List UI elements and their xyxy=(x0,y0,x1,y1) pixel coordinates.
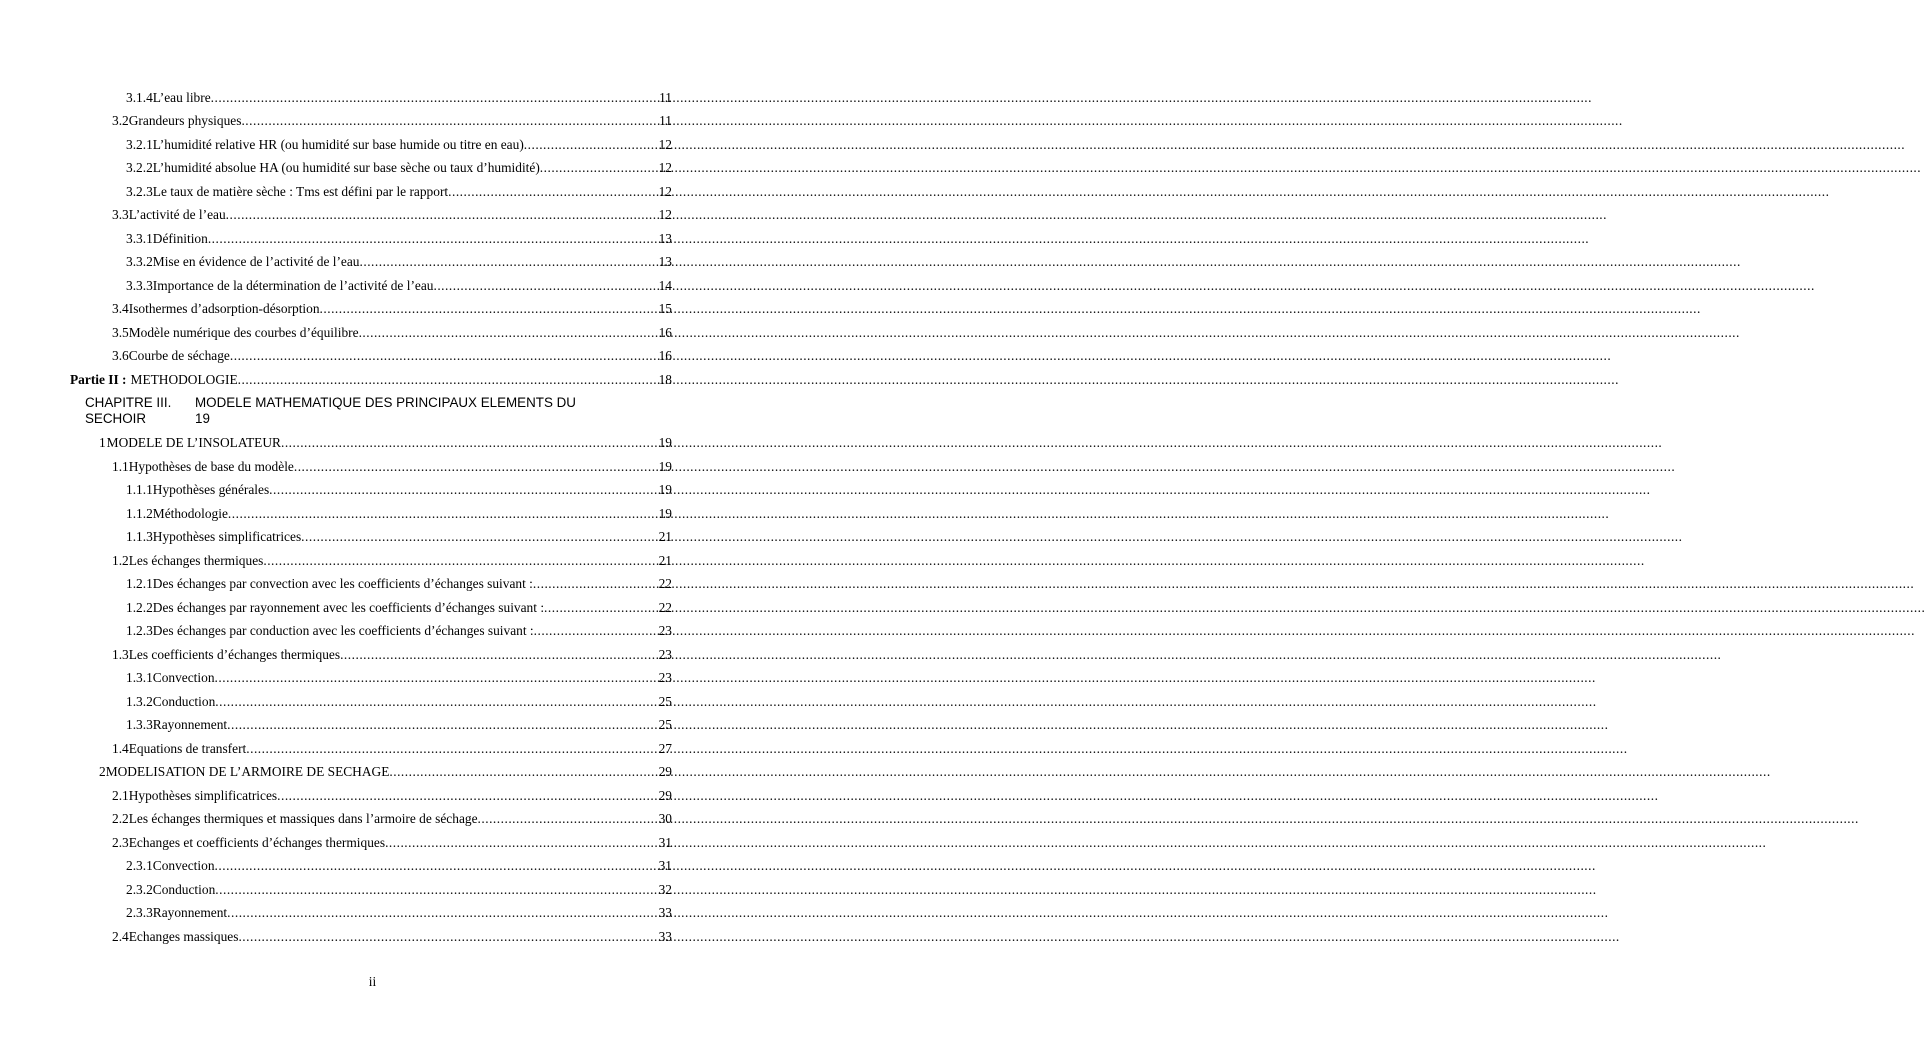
toc-dot-leader xyxy=(211,89,659,107)
toc-entry[interactable] xyxy=(0,183,672,201)
toc-entry-number: 1.1 xyxy=(112,459,129,474)
toc-dot-leader xyxy=(281,434,659,452)
toc-entry[interactable] xyxy=(0,434,672,452)
toc-entry-title: Grandeurs physiques xyxy=(128,113,242,128)
page-number: ii xyxy=(368,974,377,989)
toc-entry-page: 22 xyxy=(658,576,672,591)
toc-entry-number: 2.4 xyxy=(112,929,129,944)
toc-entry-page: 27 xyxy=(658,741,672,756)
toc-dot-leader xyxy=(227,904,658,922)
toc-dot-leader xyxy=(433,277,658,295)
toc-entry[interactable] xyxy=(0,787,672,805)
toc-entry-number: 1.4 xyxy=(112,741,129,756)
toc-chapter-entry[interactable] xyxy=(85,395,660,427)
toc-entry-title: Equations de transfert xyxy=(128,741,247,756)
toc-entry-page: 12 xyxy=(658,160,672,175)
toc-entry-title: Des échanges par convection avec les coefficients d’échanges suivant : xyxy=(152,576,533,591)
toc-entry-page: 33 xyxy=(658,929,672,944)
toc-dot-leader xyxy=(389,763,658,781)
toc-entry-page: 12 xyxy=(658,184,672,199)
toc-dot-leader xyxy=(544,599,659,617)
toc-entry[interactable] xyxy=(0,904,672,922)
toc-entry-title: Hypothèses simplificatrices xyxy=(152,529,302,544)
toc-dot-leader xyxy=(246,740,658,758)
toc-entry[interactable] xyxy=(0,136,672,154)
chapter-label: CHAPITRE III. xyxy=(85,395,172,410)
toc-entry-title: Des échanges par conduction avec les coefficients d’échanges suivant : xyxy=(152,623,534,638)
toc-entry-page: 16 xyxy=(658,325,672,340)
toc-entry-page: 11 xyxy=(659,90,672,105)
toc-entry-number: 3.3 xyxy=(112,207,129,222)
toc-entry-title: MODELE DE L’INSOLATEUR xyxy=(106,435,281,450)
toc-entry[interactable] xyxy=(0,324,672,342)
toc-entry-title: L’eau libre xyxy=(152,90,211,105)
toc-entry-page: 19 xyxy=(658,506,672,521)
toc-entry-number: 1.2.3 xyxy=(126,623,153,638)
toc-dot-leader xyxy=(524,136,659,154)
toc-entry-number: 2.3.3 xyxy=(126,905,153,920)
toc-entry-number: 1.3.1 xyxy=(126,670,153,685)
toc-dot-leader xyxy=(294,458,659,476)
toc-entry[interactable] xyxy=(0,230,672,248)
toc-entry[interactable] xyxy=(0,881,672,899)
toc-dot-leader xyxy=(263,552,658,570)
toc-entry[interactable] xyxy=(0,552,672,570)
toc-part-entry[interactable] xyxy=(70,371,672,389)
toc-dot-leader xyxy=(241,112,659,130)
toc-dot-leader xyxy=(269,481,658,499)
toc-entry-page: 21 xyxy=(658,529,672,544)
toc-entry-number: 1.2.1 xyxy=(126,576,153,591)
chapter-title-continued: SECHOIR xyxy=(85,411,147,426)
toc-dot-leader xyxy=(215,857,659,875)
chapter-page: 19 xyxy=(195,411,210,426)
toc-entry-page: 13 xyxy=(658,254,672,269)
toc-dot-leader xyxy=(359,324,659,342)
toc-dot-leader xyxy=(360,253,659,271)
toc-entry-page: 18 xyxy=(658,372,672,387)
toc-entry-title: Conduction xyxy=(152,882,216,897)
toc-entry-page: 13 xyxy=(658,231,672,246)
toc-entry-number: 2.3.1 xyxy=(126,858,153,873)
toc-entry-title: Isothermes d’adsorption-désorption xyxy=(128,301,320,316)
toc-dot-leader xyxy=(228,505,659,523)
toc-entry-page: 29 xyxy=(658,788,672,803)
toc-entry-page: 19 xyxy=(658,459,672,474)
toc-entry-number: 1.2.2 xyxy=(126,600,153,615)
toc-dot-leader xyxy=(215,881,658,899)
toc-entry-number: 3.3.2 xyxy=(126,254,153,269)
toc-entry-page: 15 xyxy=(658,301,672,316)
toc-entry-page: 25 xyxy=(658,694,672,709)
toc-dot-leader xyxy=(238,371,659,389)
toc-dot-leader xyxy=(230,347,659,365)
toc-entry-number: 3.2 xyxy=(112,113,129,128)
toc-entry[interactable] xyxy=(0,206,672,224)
toc-entry-page: 11 xyxy=(659,113,672,128)
toc-dot-leader xyxy=(215,693,658,711)
toc-entry-title: Hypothèses simplificatrices xyxy=(128,788,278,803)
toc-entry[interactable] xyxy=(0,669,672,687)
toc-dot-leader xyxy=(540,159,659,177)
toc-entry[interactable] xyxy=(0,277,672,295)
chapter-title: MODELE MATHEMATIQUE DES PRINCIPAUX ELEMENTS DU xyxy=(195,395,576,410)
toc-dot-leader xyxy=(533,575,659,593)
toc-entry-page: 14 xyxy=(658,278,672,293)
toc-entry-title: Rayonnement xyxy=(152,905,228,920)
toc-entry-number: 3.2.2 xyxy=(126,160,153,175)
toc-dot-leader xyxy=(277,787,658,805)
toc-entry-title: MODELISATION DE L’ARMOIRE DE SECHAGE xyxy=(105,764,390,779)
toc-entry-title: Les échanges thermiques xyxy=(128,553,264,568)
toc-entry[interactable] xyxy=(0,89,672,107)
toc-dot-leader xyxy=(227,716,658,734)
toc-entry-number: 1.3 xyxy=(112,647,129,662)
toc-dot-leader xyxy=(534,622,659,640)
toc-part-label: Partie II : xyxy=(70,372,127,387)
toc-entry-number: 3.1.4 xyxy=(126,90,153,105)
toc-dot-leader xyxy=(340,646,659,664)
toc-entry[interactable] xyxy=(0,575,672,593)
toc-entry-number: 1.1.3 xyxy=(126,529,153,544)
toc-entry[interactable] xyxy=(0,253,672,271)
toc-entry-page: 31 xyxy=(658,835,672,850)
toc-entry-number: 3.3.1 xyxy=(126,231,153,246)
toc-entry-title: Convection xyxy=(152,858,215,873)
toc-entry-number: 2.2 xyxy=(112,811,129,826)
toc-entry-number: 3.3.3 xyxy=(126,278,153,293)
toc-entry[interactable] xyxy=(0,112,672,130)
toc-entry-page: 33 xyxy=(658,905,672,920)
toc-entry[interactable] xyxy=(0,740,672,758)
toc-entry-number: 2.3 xyxy=(112,835,129,850)
toc-dot-leader xyxy=(215,669,659,687)
toc-entry-title: Les échanges thermiques et massiques dans l’armoire de séchage xyxy=(128,811,478,826)
toc-entry-number: 3.5 xyxy=(112,325,129,340)
toc-entry-page: 31 xyxy=(658,858,672,873)
toc-entry-title: L’humidité absolue HA (ou humidité sur base sèche ou taux d’humidité) xyxy=(152,160,540,175)
toc-dot-leader xyxy=(448,183,658,201)
toc-entry-page: 16 xyxy=(658,348,672,363)
toc-entry-number: 1.3.3 xyxy=(126,717,153,732)
toc-entry-title: Hypothèses générales xyxy=(152,482,270,497)
toc-entry-number: 3.4 xyxy=(112,301,129,316)
toc-entry-title: Echanges et coefficients d’échanges thermiques xyxy=(128,835,386,850)
toc-entry-page: 12 xyxy=(658,137,672,152)
toc-entry[interactable] xyxy=(0,458,672,476)
toc-entry[interactable] xyxy=(0,928,672,946)
toc-entry-number: 3.6 xyxy=(112,348,129,363)
toc-entry-number: 1.1.1 xyxy=(126,482,153,497)
toc-entry-page: 23 xyxy=(658,623,672,638)
toc-entry[interactable] xyxy=(0,716,672,734)
toc-entry-page: 22 xyxy=(658,600,672,615)
toc-entry[interactable] xyxy=(0,300,672,318)
toc-entry-title: Les coefficients d’échanges thermiques xyxy=(128,647,341,662)
toc-entry-title: Convection xyxy=(152,670,215,685)
toc-entry-number: 2.3.2 xyxy=(126,882,153,897)
toc-entry-number: 3.2.3 xyxy=(126,184,153,199)
toc-entry-title: Des échanges par rayonnement avec les coefficients d’échanges suivant : xyxy=(152,600,545,615)
toc-entry-page: 23 xyxy=(658,670,672,685)
toc-entry-title: Echanges massiques xyxy=(128,929,239,944)
toc-entry-number: 1 xyxy=(99,435,106,450)
toc-entry-title: L’activité de l’eau xyxy=(128,207,226,222)
toc-entry-page: 21 xyxy=(658,553,672,568)
toc-entry[interactable] xyxy=(0,505,672,523)
toc-entry-page: 29 xyxy=(658,764,672,779)
toc-entry[interactable] xyxy=(0,693,672,711)
toc-entry[interactable] xyxy=(0,481,672,499)
toc-entry-title: Le taux de matière sèche : Tms est défini par le rapport xyxy=(152,184,449,199)
toc-entry-page: 19 xyxy=(658,435,672,450)
toc-entry-number: 1.2 xyxy=(112,553,129,568)
toc-entry-title: Conduction xyxy=(152,694,216,709)
toc-entry-page: 19 xyxy=(658,482,672,497)
toc-entry-page: 23 xyxy=(658,647,672,662)
toc-dot-leader xyxy=(238,928,658,946)
toc-entry[interactable] xyxy=(0,834,672,852)
toc-entry[interactable] xyxy=(0,857,672,875)
toc-entry-page: 12 xyxy=(658,207,672,222)
toc-entry[interactable] xyxy=(0,528,672,546)
toc-entry[interactable] xyxy=(0,810,672,828)
toc-dot-leader xyxy=(478,810,659,828)
toc-dot-leader xyxy=(301,528,658,546)
toc-entry-title: Rayonnement xyxy=(152,717,228,732)
toc-entry[interactable] xyxy=(0,347,672,365)
toc-dot-leader xyxy=(226,206,659,224)
toc-entry-number: 1.1.2 xyxy=(126,506,153,521)
toc-entry-page: 25 xyxy=(658,717,672,732)
toc-entry-number: 1.3.2 xyxy=(126,694,153,709)
toc-entry-page: 30 xyxy=(658,811,672,826)
toc-entry-title: Courbe de séchage xyxy=(128,348,230,363)
toc-entry-title: Définition xyxy=(152,231,208,246)
toc-entry-number: 3.2.1 xyxy=(126,137,153,152)
toc-entry-title: METHODOLOGIE xyxy=(130,372,238,387)
toc-dot-leader xyxy=(208,230,659,248)
toc-dot-leader xyxy=(385,834,659,852)
toc-entry-number: 2.1 xyxy=(112,788,129,803)
toc-entry[interactable] xyxy=(0,622,672,640)
toc-entry-title: Méthodologie xyxy=(152,506,228,521)
toc-entry-title: Hypothèses de base du modèle xyxy=(128,459,294,474)
toc-entry-title: Mise en évidence de l’activité de l’eau xyxy=(152,254,360,269)
toc-entry-title: L’humidité relative HR (ou humidité sur base humide ou titre en eau) xyxy=(152,137,524,152)
toc-entry[interactable] xyxy=(0,159,672,177)
toc-entry-number: 2 xyxy=(99,764,106,779)
toc-entry-page: 32 xyxy=(658,882,672,897)
toc-entry-title: Modèle numérique des courbes d’équilibre xyxy=(128,325,359,340)
toc-dot-leader xyxy=(320,300,659,318)
toc-entry-title: Importance de la détermination de l’activité de l’eau xyxy=(152,278,434,293)
toc-entry[interactable] xyxy=(0,646,672,664)
toc-entry[interactable] xyxy=(0,599,672,617)
toc-entry[interactable] xyxy=(0,763,672,781)
